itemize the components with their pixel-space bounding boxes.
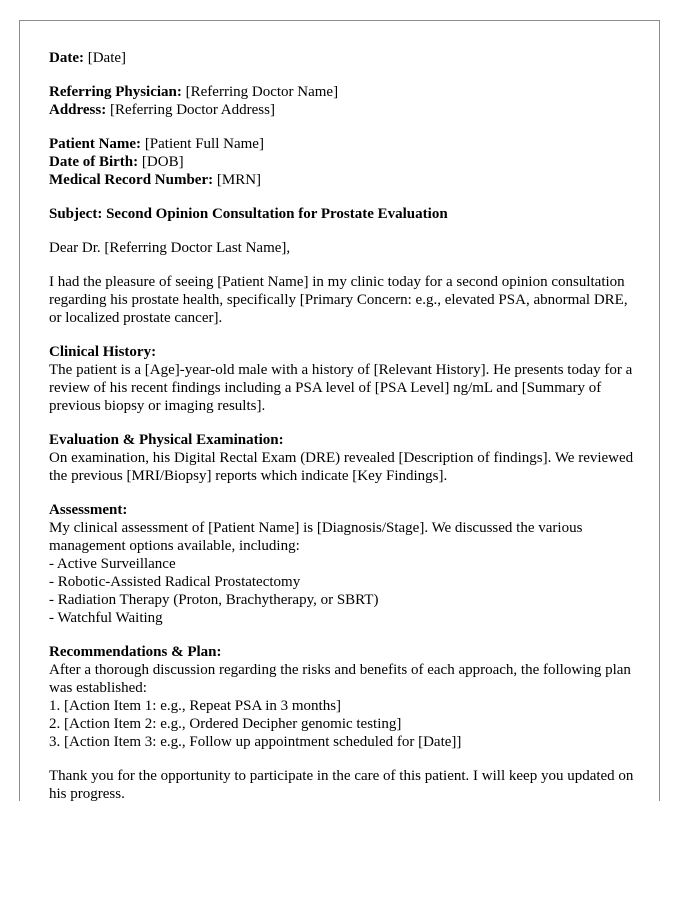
letter-page xyxy=(19,20,660,801)
mrn-label: Medical Record Number: xyxy=(49,172,214,188)
assessment-text: My clinical assessment of [Patient Name] is [Diagnosis/Stage]. We discussed the various management options available, including: xyxy=(49,520,583,554)
referring-physician-value: [Referring Doctor Name] xyxy=(185,84,339,100)
date-line xyxy=(49,49,639,67)
evaluation-section xyxy=(49,431,639,485)
patient-name-value: [Patient Full Name] xyxy=(144,136,264,152)
clinical-history-text: The patient is a [Age]-year-old male with a history of [Relevant History]. He presents today for a review of his recent findings including a PSA level of [PSA Level] ng/mL and [Summary of previous biopsy or imaging results]. xyxy=(49,362,633,414)
referring-physician-block xyxy=(49,83,639,119)
referring-physician-line xyxy=(49,83,639,101)
date-block xyxy=(49,49,639,67)
plan-item: 3. [Action Item 3: e.g., Follow up appointment scheduled for [Date]] xyxy=(49,734,462,750)
address-label: Address: xyxy=(49,102,107,118)
recommendations-heading: Recommendations & Plan: xyxy=(49,644,222,660)
patient-name-line xyxy=(49,135,639,153)
referring-physician-label: Referring Physician: xyxy=(49,84,182,100)
evaluation-heading: Evaluation & Physical Examination: xyxy=(49,432,284,448)
subject-line: Subject: Second Opinion Consultation for Prostate Evaluation xyxy=(49,206,448,222)
evaluation-text: On examination, his Digital Rectal Exam (DRE) revealed [Description of findings]. We reviewed the previous [MRI/Biopsy] reports which indicate [Key Findings]. xyxy=(49,450,634,484)
letter-content xyxy=(49,49,639,801)
subject-block xyxy=(49,205,639,223)
assessment-heading: Assessment: xyxy=(49,502,128,518)
date-label: Date: xyxy=(49,50,84,66)
plan-item: 1. [Action Item 1: e.g., Repeat PSA in 3 months] xyxy=(49,698,342,714)
intro-paragraph: I had the pleasure of seeing [Patient Name] in my clinic today for a second opinion consultation regarding his prostate health, specifically [Primary Concern: e.g., elevated PSA, abnormal DRE, or localized prostate cancer]. xyxy=(49,274,628,326)
closing-paragraph: Thank you for the opportunity to participate in the care of this patient. I will keep you updated on his progress. xyxy=(49,768,634,801)
mrn-line xyxy=(49,171,639,189)
clinical-history-heading: Clinical History: xyxy=(49,344,157,360)
dob-value: [DOB] xyxy=(141,154,184,170)
address-line xyxy=(49,101,639,119)
assessment-option: - Active Surveillance xyxy=(49,556,176,572)
dob-label: Date of Birth: xyxy=(49,154,139,170)
assessment-option: - Robotic-Assisted Radical Prostatectomy xyxy=(49,574,301,590)
salutation: Dear Dr. [Referring Doctor Last Name], xyxy=(49,240,291,256)
clinical-history-section xyxy=(49,343,639,415)
patient-info-block xyxy=(49,135,639,189)
recommendations-section xyxy=(49,643,639,751)
assessment-option: - Radiation Therapy (Proton, Brachytherapy, or SBRT) xyxy=(49,592,379,608)
intro-block xyxy=(49,273,639,327)
closing-block xyxy=(49,767,639,801)
dob-line xyxy=(49,153,639,171)
patient-name-label: Patient Name: xyxy=(49,136,142,152)
assessment-option: - Watchful Waiting xyxy=(49,610,163,626)
address-value: [Referring Doctor Address] xyxy=(109,102,275,118)
plan-item: 2. [Action Item 2: e.g., Ordered Decipher genomic testing] xyxy=(49,716,402,732)
mrn-value: [MRN] xyxy=(216,172,262,188)
salutation-block xyxy=(49,239,639,257)
assessment-section xyxy=(49,501,639,627)
recommendations-text: After a thorough discussion regarding the risks and benefits of each approach, the following plan was established: xyxy=(49,662,631,696)
date-value: [Date] xyxy=(87,50,127,66)
